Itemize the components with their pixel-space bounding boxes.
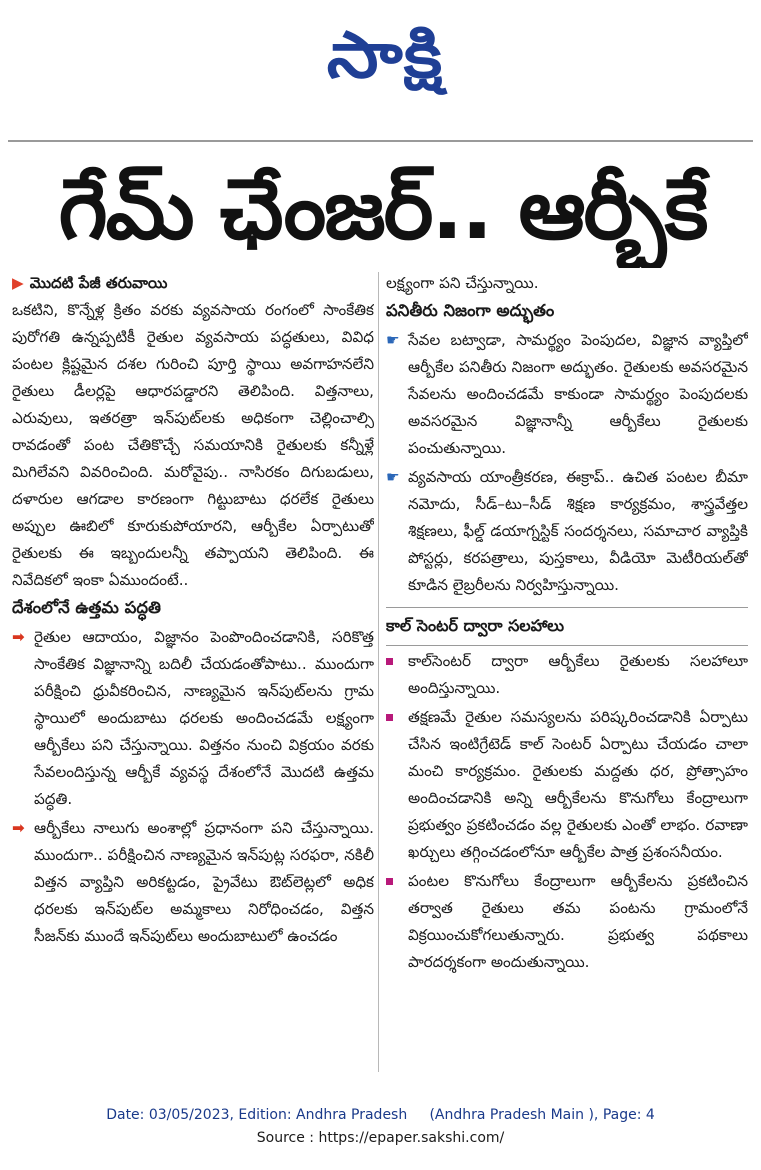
list-item: ☛ వ్యవసాయ యాంత్రీకరణ, ఈక్రాప్.. ఉచిత పంటల బీమా నమోదు, సీడ్–టు–సీడ్ శిక్షణ కార్యక్రమం, శాస్త్రవేత్తల శిక్షణలు, ఫీల్డ్ డయాగ్నస్టిక్ సందర్శనలు, సమాచార వ్యాప్తికి పోస్టర్లు, కరపత్రాలు, పుస్తకాలు, వీడియో మెటీరియల్‌తో కూడిన లైబ్రరీలను నిర్వహిస్తున్నాయి. (386, 464, 748, 599)
list-item: తక్షణమే రైతుల సమస్యలను పరిష్కరించడానికి ఏర్పాటు చేసిన ఇంటిగ్రేటెడ్ కాల్ సెంటర్ ఏర్పాటు చేయడం చాలా మంచి కార్యక్రమం. రైతులకు మద్దతు ధర, ప్రోత్సాహం అందించడానికి అన్ని ఆర్బీకేలను కొనుగోలు కేంద్రాలుగా ప్రభుత్వం ప్రకటించడం వల్ల రైతులకు ఎంతో లాభం. రవాణా ఖర్చులు తగ్గించడంలోనూ ఆర్బీకేల పాత్ర ప్రశంసనీయం. (386, 704, 748, 866)
section-subhead: దేశంలోనే ఉత్తమ పద్ధతి (12, 598, 161, 617)
sakshi-logo: సాక్షి (326, 19, 444, 93)
list-item: ☛ సేవల బట్వాడా, సామర్థ్యం పెంపుదల, విజ్ఞాన వ్యాప్తిలో ఆర్బీకేల పనితీరు నిజంగా అద్భుతం. రైతులకు అవసరమైన సేవలను అందించడమే కాకుండా సామర్థ్యం పెంపుదలకు అవసరమైన విజ్ఞానాన్నీ ఆర్బీకేలు రైతులకు పంచుతున్నాయి. (386, 327, 748, 462)
article-column-left (12, 270, 374, 1090)
square-bullet-icon (386, 878, 393, 885)
list-item: ➡ రైతుల ఆదాయం, విజ్ఞానం పెంపొందించడానికి, సరికొత్త సాంకేతిక విజ్ఞానాన్ని బదిలీ చేయడంతోపాటు.. ముందుగా పరీక్షించి ధ్రువీకరించిన, నాణ్యమైన ఇన్‌పుట్‌లను గ్రామ స్థాయిలో అందుబాటు ధరలకు అందించడమే లక్ష్యంగా ఆర్బీకేలు పని చేస్తున్నాయి. విత్తనం నుంచి విక్రయం వరకు సేవలందిస్తున్న ఆర్బీకే వ్యవస్థ దేశంలోనే మొదటి ఉత్తమ పద్ధతి. (12, 624, 374, 813)
pointing-hand-icon: ☛ (386, 468, 400, 486)
square-bullet-icon (386, 658, 393, 665)
square-bullet-icon (386, 714, 393, 721)
continued-from-label: ▶ మొదటి పేజీ తరువాయి (12, 274, 168, 292)
column-divider (378, 272, 379, 1072)
article-column-right (386, 270, 748, 1090)
list-item: కాల్‌సెంటర్ ద్వారా ఆర్బీకేలు రైతులకు సలహాలూ అందిస్తున్నాయి. (386, 648, 748, 702)
arrow-bullet-icon: ➡ (12, 819, 25, 837)
list-item: పంటల కొనుగోలు కేంద్రాలుగా ఆర్బీకేలను ప్రకటించిన తర్వాత రైతులు తమ పంటను గ్రామంలోనే విక్రయించుకోగలుతున్నారు. ప్రభుత్వ పథకాలు పారదర్శకంగా అందుతున్నాయి. (386, 868, 748, 976)
continued-text: లక్ష్యంగా పని చేస్తున్నాయి. (386, 274, 539, 292)
intro-paragraph: ఒకటిని, కొన్నేళ్ల క్రితం వరకు వ్యవసాయ రంగంలో సాంకేతిక పురోగతి ఉన్నప్పటికీ రైతుల వ్యవసాయ పద్ధతులు, వివిధ పంటల క్లిష్టమైన దశల గురించి పూర్తి స్థాయి అవగాహనలేని రైతులు డీలర్లపై ఆధారపడ్డారని తెలిపింది. విత్తనాలు, ఎరువులు, ఇతరత్రా ఇన్‌పుట్‌లకు అధికంగా చెల్లించాల్సి రావడంతో పంట చేతికొచ్చే సమయానికి రైతులకు కన్నీళ్లే మిగిలేవని వివరించింది. మరోవైపు.. నాసిరకం దిగుబడులు, దళారుల ఆగడాల కారణంగా గిట్టుబాటు ధరలేక రైతులు అప్పుల ఊబిలో కూరుకుపోయారని, ఆర్బీకేల ఏర్పాటుతో రైతులకు ఈ ఇబ్బందులన్నీ తప్పాయని తెలిపింది. ఈ నివేదికలో ఇంకా ఏముందంటే.. (12, 301, 374, 589)
source-link[interactable]: Source : https://epaper.sakshi.com/ (256, 1130, 505, 1146)
arrow-bullet-icon: ➡ (12, 628, 25, 646)
header-divider (8, 140, 753, 142)
list-item: ➡ ఆర్బీకేలు నాలుగు అంశాల్లో ప్రధానంగా పని చేస్తున్నాయి. ముందుగా.. పరీక్షించిన నాణ్యమైన ఇన్‌పుట్ల సరఫరా, నకిలీ విత్తన వ్యాప్తిని అరికట్టడం, ప్రైవేటు ఔట్‌లెట్లలో అధిక ధరలకు ఇన్‌పుట్‌ల అమ్మకాలు నిరోధించడం, విత్తన సీజన్‌కు ముందే ఇన్‌పుట్‌లు అందుబాటులో ఉంచడం (12, 815, 374, 950)
article-headline: గేమ్ ఛేంజర్.. ఆర్బీకే (58, 160, 707, 258)
play-triangle-icon: ▶ (12, 274, 24, 292)
section-subhead: పనితీరు నిజంగా అద్భుతం (386, 301, 555, 320)
masthead (0, 0, 761, 112)
page-footer (0, 1104, 761, 1150)
pointing-hand-icon: ☛ (386, 331, 400, 349)
box-title: కాల్ సెంటర్ ద్వారా సలహాలు (386, 607, 748, 646)
edition-info: Date: 03/05/2023, Edition: Andhra Pradesh (Andhra Pradesh Main ), Page: 4 (106, 1107, 655, 1123)
